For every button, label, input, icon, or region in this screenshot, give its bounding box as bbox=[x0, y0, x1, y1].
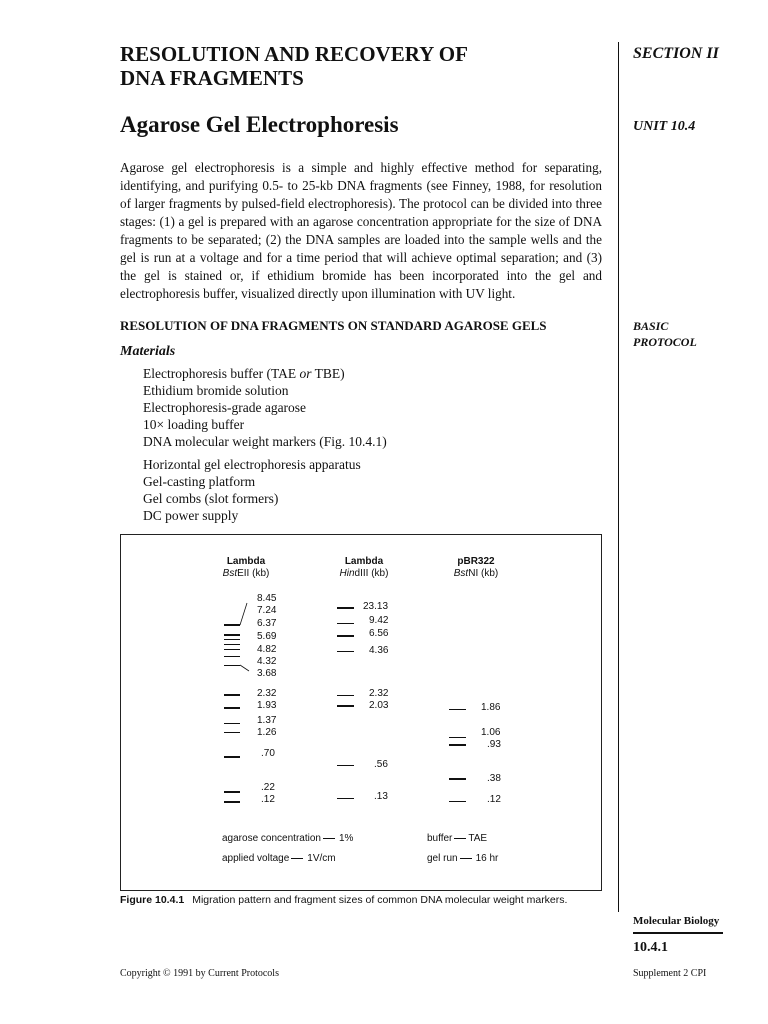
size-label: .38 bbox=[487, 773, 501, 784]
caption-number: Figure 10.4.1 bbox=[120, 894, 185, 906]
figure-gel-markers bbox=[120, 534, 602, 891]
gel-band bbox=[224, 756, 240, 758]
condition-label: gel run bbox=[427, 853, 458, 864]
size-label: 6.37 bbox=[257, 618, 277, 629]
leader-line bbox=[240, 603, 247, 625]
size-label: 7.24 bbox=[257, 605, 277, 616]
equipment-item: DC power supply bbox=[143, 508, 239, 523]
lane-header-3 bbox=[441, 556, 511, 580]
size-label: 4.32 bbox=[257, 656, 277, 667]
reagent-item bbox=[143, 365, 387, 382]
lane-name: Lambda bbox=[226, 556, 266, 567]
materials-reagents-list bbox=[143, 365, 387, 450]
gel-band bbox=[224, 649, 240, 650]
size-label: 4.82 bbox=[257, 644, 277, 655]
gel-band bbox=[224, 723, 240, 724]
reagent-item: 10× loading buffer bbox=[143, 417, 245, 432]
sidebar-section: SECTION II bbox=[633, 45, 719, 62]
enzyme-italic: Bst bbox=[222, 568, 238, 579]
condition-dash bbox=[460, 858, 472, 859]
footer-rule bbox=[633, 932, 723, 934]
footer-subject: Molecular Biology bbox=[633, 915, 720, 927]
condition-dash bbox=[323, 838, 335, 839]
enzyme-italic: Bst bbox=[453, 568, 469, 579]
gel-band bbox=[224, 656, 240, 657]
equipment-item: Horizontal gel electrophoresis apparatus bbox=[143, 457, 361, 472]
size-label: 23.13 bbox=[363, 601, 389, 612]
size-label: .12 bbox=[261, 794, 275, 805]
gel-band bbox=[224, 707, 240, 709]
intro-paragraph: Agarose gel electrophoresis is a simple and highly effective method for separating, identifying, and purifying 0.5- to 25-kb DNA fragments (see Finney, 1988, for resolution of larger fragments by pulsed-field electrophoresis). The protocol can be divided into three stages: (1) a gel is prepared with an agarose concentration appropriate for the size of DNA fragments to be separated; (2) the DNA samples are loaded into the sample wells and the gel is run at a voltage and for a time period that will achieve optimal separation; and (3) the gel is stained or, if ethidium bromide has been incorporated into the gel and electrophoresis buffer, visualized directly upon illumination with UV light. bbox=[120, 160, 602, 301]
column-divider bbox=[618, 42, 619, 912]
enzyme-rest: NI (kb) bbox=[468, 568, 499, 579]
size-label: 4.36 bbox=[369, 645, 389, 656]
size-label: 8.45 bbox=[257, 593, 277, 604]
buffer-suffix: TBE) bbox=[311, 366, 345, 381]
equipment-item: Gel combs (slot formers) bbox=[143, 491, 279, 506]
materials-heading: Materials bbox=[120, 344, 176, 359]
gel-band bbox=[337, 607, 354, 609]
section-title-line2: DNA FRAGMENTS bbox=[120, 66, 304, 90]
gel-band bbox=[337, 705, 354, 707]
buffer-or: or bbox=[299, 366, 312, 381]
condition-gel-run bbox=[427, 854, 498, 864]
size-label: 6.56 bbox=[369, 628, 389, 639]
gel-band bbox=[337, 651, 354, 652]
section-title-line1: RESOLUTION AND RECOVERY OF bbox=[120, 42, 468, 66]
size-label: .12 bbox=[487, 794, 501, 805]
gel-band bbox=[224, 791, 240, 793]
lane-header-2 bbox=[329, 556, 399, 580]
lane-name: pBR322 bbox=[457, 556, 495, 567]
size-label: 1.06 bbox=[481, 727, 501, 738]
condition-dash bbox=[454, 838, 466, 839]
reagent-item: Electrophoresis-grade agarose bbox=[143, 400, 307, 415]
gel-band bbox=[449, 778, 466, 780]
condition-voltage bbox=[222, 854, 336, 864]
gel-band bbox=[449, 744, 466, 746]
gel-band bbox=[449, 801, 466, 802]
caption-text: Migration pattern and fragment sizes of common DNA molecular weight markers. bbox=[192, 894, 568, 906]
size-label: 2.32 bbox=[257, 688, 277, 699]
sidebar-basic-protocol bbox=[633, 318, 697, 350]
buffer-prefix: Electrophoresis buffer (TAE bbox=[143, 366, 300, 381]
gel-band bbox=[337, 623, 354, 624]
gel-band bbox=[224, 665, 240, 666]
size-label: .22 bbox=[261, 782, 275, 793]
enzyme-rest: dIII (kb) bbox=[354, 568, 389, 579]
size-label: .56 bbox=[374, 759, 388, 770]
gel-band bbox=[224, 694, 240, 696]
footer-copyright: Copyright © 1991 by Current Protocols bbox=[120, 968, 279, 979]
reagent-item: Ethidium bromide solution bbox=[143, 383, 289, 398]
sidebar-basic-line1: BASIC bbox=[633, 319, 669, 333]
equipment-item: Gel-casting platform bbox=[143, 474, 256, 489]
size-label: 9.42 bbox=[369, 615, 389, 626]
size-label: 2.32 bbox=[369, 688, 389, 699]
condition-value: 1% bbox=[338, 833, 354, 844]
enzyme-italic: Hin bbox=[339, 568, 355, 579]
enzyme-rest: EII (kb) bbox=[237, 568, 270, 579]
gel-band bbox=[449, 709, 466, 710]
gel-band bbox=[337, 695, 354, 696]
lane-header-1 bbox=[211, 556, 281, 580]
sidebar-unit: UNIT 10.4 bbox=[633, 119, 696, 134]
footer-page-number: 10.4.1 bbox=[633, 940, 668, 955]
gel-band bbox=[224, 624, 240, 626]
gel-band bbox=[449, 737, 466, 738]
condition-value: TAE bbox=[468, 833, 488, 844]
condition-label: buffer bbox=[427, 833, 453, 844]
size-label: 1.37 bbox=[257, 715, 277, 726]
condition-value: 1V/cm bbox=[307, 853, 336, 864]
size-label: 2.03 bbox=[369, 700, 389, 711]
materials-equipment-list bbox=[143, 456, 361, 524]
condition-dash bbox=[291, 858, 303, 859]
condition-agarose bbox=[222, 834, 353, 844]
gel-band bbox=[224, 644, 240, 645]
size-label: 1.93 bbox=[257, 700, 277, 711]
gel-band bbox=[224, 634, 240, 636]
condition-label: agarose concentration bbox=[222, 833, 321, 844]
band-leader-lines bbox=[239, 599, 259, 679]
lane-name: Lambda bbox=[344, 556, 384, 567]
unit-title: Agarose Gel Electrophoresis bbox=[120, 112, 399, 137]
size-label: 3.68 bbox=[257, 668, 277, 679]
sidebar-basic-line2: PROTOCOL bbox=[633, 335, 697, 349]
leader-line bbox=[240, 665, 249, 671]
gel-band bbox=[337, 765, 354, 766]
gel-band bbox=[224, 801, 240, 803]
size-label: 1.86 bbox=[481, 702, 501, 713]
condition-label: applied voltage bbox=[222, 853, 290, 864]
size-label: .93 bbox=[487, 739, 501, 750]
gel-band bbox=[224, 639, 240, 640]
reagent-item: DNA molecular weight markers (Fig. 10.4.1) bbox=[143, 434, 387, 449]
section-title bbox=[120, 42, 590, 90]
gel-band bbox=[337, 798, 354, 799]
figure-caption bbox=[120, 894, 620, 906]
size-label: 1.26 bbox=[257, 727, 277, 738]
condition-value: 16 hr bbox=[475, 853, 499, 864]
gel-band bbox=[224, 732, 240, 733]
footer-supplement: Supplement 2 CPI bbox=[633, 968, 707, 979]
size-label: 5.69 bbox=[257, 631, 277, 642]
condition-buffer bbox=[427, 834, 487, 844]
protocol-heading: RESOLUTION OF DNA FRAGMENTS ON STANDARD AGAROSE GELS bbox=[120, 318, 547, 333]
size-label: .70 bbox=[261, 748, 275, 759]
gel-band bbox=[337, 635, 354, 637]
size-label: .13 bbox=[374, 791, 388, 802]
